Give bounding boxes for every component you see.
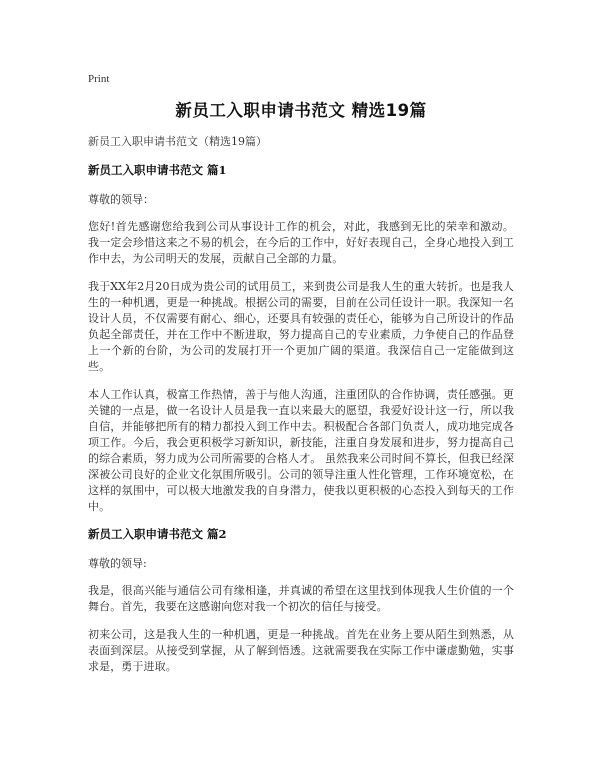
section-1-paragraph-3: 本人工作认真，极富工作热情，善于与他人沟通，注重团队的合作协调，责任感强。更关键的一点是，做一名设计人员是我一直以来最大的愿望，我爱好设计这一行，所以我自信，并能够把所有的精力都投入到工作中去。积极配合各部门负责人，成功地完成各项工作。今后，我会更积极学习新知识，新技能，注重自身发展和进步，努力提高自己的综合素质，努力成为公司所需要的合格人才。 虽然我来公司时间不算长，但我已经深深被公司良好的企业文化氛围所吸引。公司的领导注重人性化管理，工作环境宽松，在这样的氛围中，可以极大地激发我的自身潜力，使我以更积极的心态投入到每天的工作中。 — [88, 388, 514, 513]
section-1 — [88, 163, 514, 515]
document-page — [88, 72, 514, 687]
print-label[interactable]: Print — [88, 73, 110, 85]
section-1-paragraph-1: 您好!首先感谢您给我到公司从事设计工作的机会，对此，我感到无比的荣幸和激动。我一定会珍惜这来之不易的机会，在今后的工作中，好好表现自己，全身心地投入到工作中去，为公司明天的发展，贡献自己全部的力量。 — [88, 220, 514, 265]
section-2-paragraph-2: 初来公司，这是我人生的一种机遇，更是一种挑战。首先在业务上要从陌生到熟悉，从表面到深层。从接受到掌握，从了解到悟透。这就需要我在实际工作中谦虚勤勉，实事求是，勇于进取。 — [88, 628, 514, 673]
section-1-heading: 新员工入职申请书范文 篇1 — [88, 163, 227, 177]
section-1-greeting: 尊敬的领导： — [88, 193, 154, 206]
section-2 — [88, 527, 514, 675]
section-2-heading: 新员工入职申请书范文 篇2 — [88, 527, 227, 541]
document-subtitle: 新员工入职申请书范文（精选19篇） — [88, 135, 267, 148]
section-2-greeting: 尊敬的领导: — [88, 557, 147, 570]
page-title: 新员工入职申请书范文 精选19篇 — [175, 101, 427, 120]
section-1-paragraph-2: 我于XX年2月20日成为贵公司的试用员工，来到贵公司是我人生的重大转折。也是我人生的一种机遇，更是一种挑战。根据公司的需要，目前在公司任设计一职。我深知一名设计人员，不仅需要有耐心、细心，还要具有较强的责任心，能够为自己所设计的作品负起全部责任，并在工作中不断进取，努力提高自己的专业素质，力争使自己的作品登上一个新的台阶，为公司的发展打开一个更加广阔的渠道。我深信自己一定能做到这些。 — [88, 280, 514, 373]
section-2-paragraph-1: 我是，很高兴能与通信公司有缘相逢，并真诚的希望在这里找到体现我人生价值的一个舞台。首先，我要在这感谢向您对我一个初次的信任与接受。 — [88, 584, 514, 613]
